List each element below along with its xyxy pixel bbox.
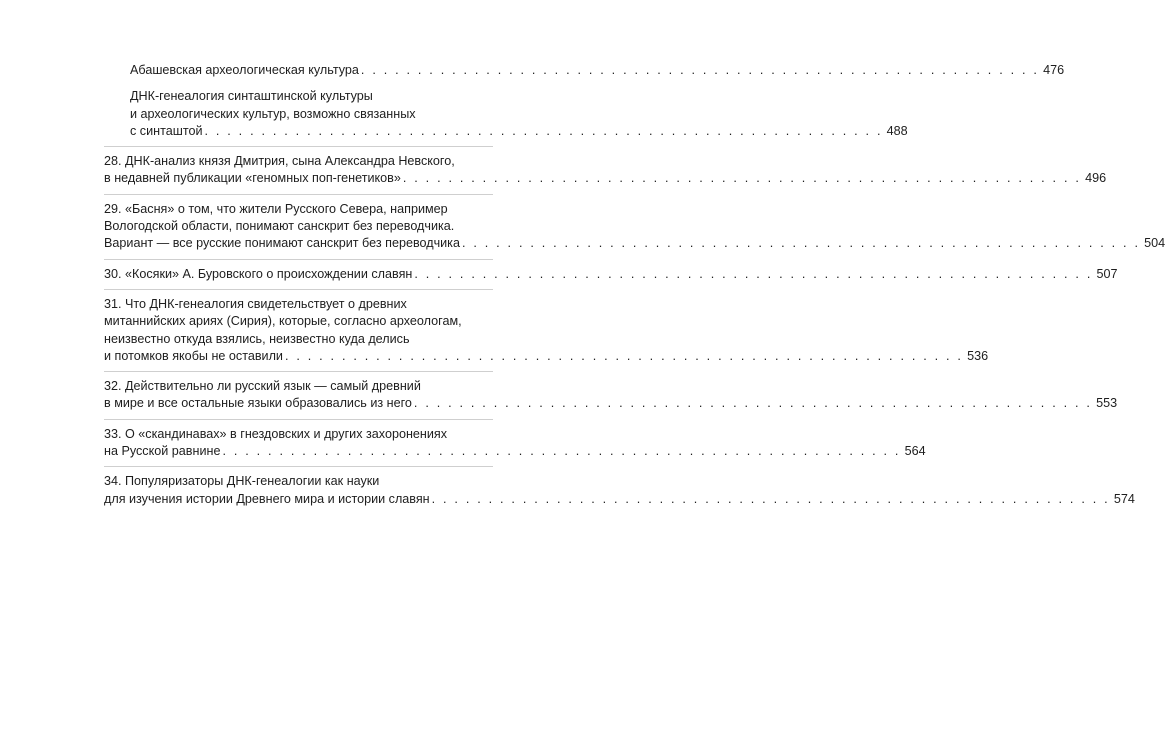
toc-entry-text: для изучения истории Древнего мира и истории славян bbox=[104, 491, 430, 506]
toc-entry-text: Вологодской области, понимают санскрит без переводчика. bbox=[104, 219, 455, 234]
toc-entry-text: на Русской равнине bbox=[104, 444, 221, 459]
leader-dots: . . . . . . . . . . . . . . . . . . . . . . . . . . . . . . . . . . . . . . . . . . . . . . . . . . . . . . . . . . . . bbox=[360, 63, 1040, 77]
toc-entry[interactable] bbox=[104, 473, 1135, 514]
leader-dots: . . . . . . . . . . . . . . . . . . . . . . . . . . . . . . . . . . . . . . . . . . . . . . . . . . . . . . . . . . . . bbox=[461, 236, 1141, 251]
toc-page-number: 504 bbox=[1144, 236, 1165, 251]
toc-page-number: 507 bbox=[1096, 266, 1118, 281]
toc-entry-text: Абашевская археологическая культура bbox=[130, 63, 359, 77]
toc-entry-text: митаннийских ариях (Сирия), которые, согласно археологам, bbox=[104, 314, 462, 329]
toc-entry-text: 31. Что ДНК-генеалогия свидетельствует о древних bbox=[104, 296, 407, 311]
toc-entry-text: и археологических культур, возможно связанных bbox=[130, 106, 416, 121]
toc-entry[interactable] bbox=[104, 88, 908, 147]
toc-entry[interactable] bbox=[104, 426, 926, 468]
leader-dots: . . . . . . . . . . . . . . . . . . . . . . . . . . . . . . . . . . . . . . . . . . . . . . . . . . . . . . . . . . . . bbox=[413, 396, 1093, 411]
toc-entry[interactable] bbox=[104, 266, 1118, 290]
toc-page-number: 496 bbox=[1085, 171, 1107, 186]
toc-entry-text: и потомков якобы не оставили bbox=[104, 348, 283, 363]
toc-entry-text: 28. ДНК-анализ князя Дмитрия, сына Александра Невского, bbox=[104, 154, 455, 169]
toc-entry-text: 32. Действительно ли русский язык — самый древний bbox=[104, 379, 421, 394]
toc-entry-last-line bbox=[104, 266, 1118, 283]
toc-entry[interactable] bbox=[104, 201, 1165, 260]
toc-entry-last-line bbox=[104, 395, 1118, 412]
toc-page-number: 574 bbox=[1113, 491, 1135, 506]
toc-entry-last-line bbox=[130, 123, 908, 140]
toc-entry-last-line bbox=[104, 348, 989, 365]
leader-dots: . . . . . . . . . . . . . . . . . . . . . . . . . . . . . . . . . . . . . . . . . . . . . . . . . . . . . . . . . . . . bbox=[284, 348, 964, 363]
toc-entry[interactable] bbox=[104, 62, 1065, 82]
toc-entry-last-line bbox=[104, 443, 926, 460]
toc-entry[interactable] bbox=[104, 153, 1107, 195]
toc-entry-text: 30. «Косяки» А. Буровского о происхождении славян bbox=[104, 266, 413, 281]
toc-page-number: 488 bbox=[886, 123, 908, 138]
leader-dots: . . . . . . . . . . . . . . . . . . . . . . . . . . . . . . . . . . . . . . . . . . . . . . . . . . . . . . . . . . . . bbox=[402, 171, 1082, 186]
table-of-contents bbox=[104, 62, 1165, 520]
toc-entry-text: 34. Популяризаторы ДНК-генеалогии как науки bbox=[104, 474, 380, 489]
toc-entry-text: в мире и все остальные языки образовались из него bbox=[104, 396, 412, 411]
toc-entry-text: 29. «Басня» о том, что жители Русского Севера, например bbox=[104, 201, 448, 216]
toc-entry-text: неизвестно откуда взялись, неизвестно куда делись bbox=[104, 331, 410, 346]
toc-entry-text: Вариант — все русские понимают санскрит без переводчика bbox=[104, 236, 460, 251]
leader-dots: . . . . . . . . . . . . . . . . . . . . . . . . . . . . . . . . . . . . . . . . . . . . . . . . . . . . . . . . . . . . bbox=[204, 123, 883, 138]
toc-page-number: 476 bbox=[1043, 63, 1065, 77]
toc-entry-last-line bbox=[104, 491, 1135, 508]
toc-entry-last-line bbox=[130, 62, 1065, 79]
leader-dots: . . . . . . . . . . . . . . . . . . . . . . . . . . . . . . . . . . . . . . . . . . . . . . . . . . . . . . . . . . . . bbox=[222, 444, 901, 459]
toc-entry[interactable] bbox=[104, 378, 1118, 420]
leader-dots: . . . . . . . . . . . . . . . . . . . . . . . . . . . . . . . . . . . . . . . . . . . . . . . . . . . . . . . . . . . . bbox=[414, 266, 1093, 281]
toc-entry-text: 33. О «скандинавах» в гнездовских и других захоронениях bbox=[104, 426, 448, 441]
toc-page-number: 564 bbox=[904, 444, 926, 459]
toc-entry-text: в недавней публикации «геномных поп-генетиков» bbox=[104, 171, 401, 186]
toc-entry-text: ДНК-генеалогия синташтинской культуры bbox=[130, 89, 373, 104]
leader-dots: . . . . . . . . . . . . . . . . . . . . . . . . . . . . . . . . . . . . . . . . . . . . . . . . . . . . . . . . . . . . bbox=[431, 491, 1110, 506]
toc-page-number: 553 bbox=[1096, 396, 1118, 411]
toc-page-number: 536 bbox=[967, 348, 989, 363]
toc-entry[interactable] bbox=[104, 296, 989, 372]
toc-entry-last-line bbox=[104, 170, 1107, 187]
toc-entry-text: с синташтой bbox=[130, 123, 203, 138]
toc-entry-last-line bbox=[104, 235, 1165, 252]
